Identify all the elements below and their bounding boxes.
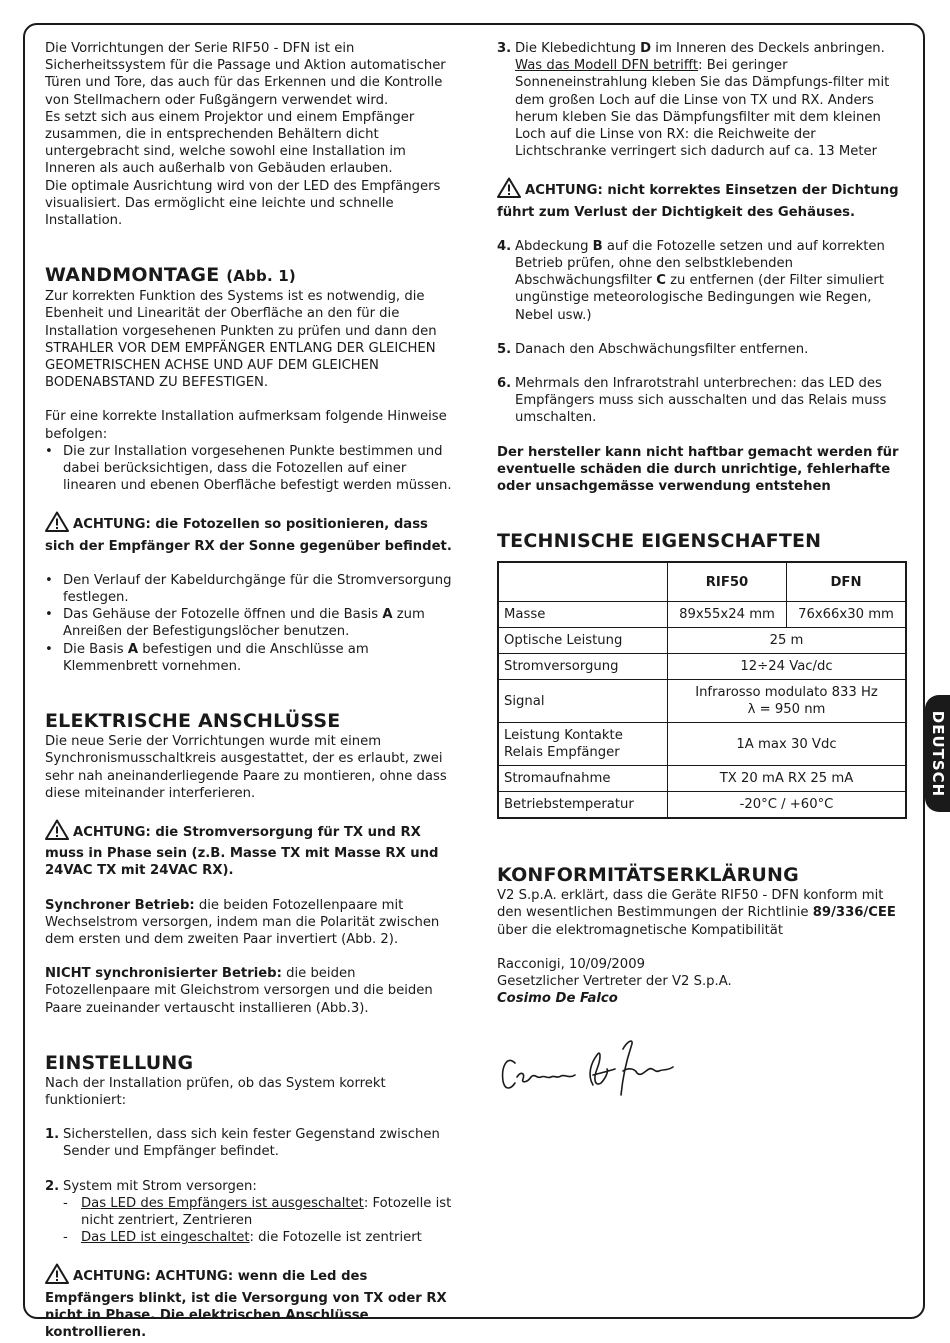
table-row <box>498 723 906 766</box>
wandmontage-paragraph-1: Zur korrekten Funktion des Systems ist es notwendig, die Ebenheit und Linearität der Oberfläche an den für die Installation vorgesehenen Punkten zu prüfen und dann den STRAHLER VOR DEM EMPFÄNGER ENTLANG DER GLEICHEN GEOMETRISCHEN ACHSE UND AUF DEM GLEICHEN BODENABSTAND ZU BEFESTIGEN. <box>45 289 437 391</box>
warning-2: ACHTUNG: die Stromversorgung für TX und RX muss in Phase sein (z.B. Masse TX mit Masse RX und 24VAC TX mit 24VAC RX). <box>45 819 460 880</box>
intro-paragraph-3: Die optimale Ausrichtung wird von der LED des Empfängers visualisiert. Das ermöglicht eine leichte und schnelle Installation. <box>45 178 441 229</box>
intro-paragraph-2: Es setzt sich aus einem Projektor und einem Empfänger zusammen, die in entsprechenden Behältern dicht untergebracht sind, welche sowohl eine Installation im Inneren als auch außerhalb von Gebäuden erlauben. <box>45 109 415 177</box>
table-cell: 1A max 30 Vdc <box>668 723 907 766</box>
table-row <box>498 792 906 819</box>
table-cell: Infrarosso modulato 833 Hz λ = 950 nm <box>668 680 907 723</box>
signer-name: Cosimo De Falco <box>497 991 618 1007</box>
synchroner-betrieb-paragraph: Synchroner Betrieb: die beiden Fotozellenpaare mit Wechselstrom versorgen, indem man die Polarität zwischen dem ersten und dem zweiten Paar invertiert (Abb. 2). <box>45 897 440 947</box>
table-header-cell <box>498 562 668 602</box>
table-cell: -20°C / +60°C <box>668 792 907 819</box>
warning-triangle-icon <box>45 819 69 845</box>
elektrische-anschluesse-heading: ELEKTRISCHE ANSCHLÜSSE <box>45 710 341 733</box>
table-cell: 25 m <box>668 628 907 654</box>
place-date: Racconigi, 10/09/2009 <box>497 956 645 972</box>
step-2: 2. System mit Strom versorgen: <box>45 1178 257 1194</box>
representative-label: Gesetzlicher Vertreter der V2 S.p.A. <box>497 974 732 990</box>
table-cell: Leistung Kontakte Relais Empfänger <box>498 723 668 766</box>
table-row <box>498 654 906 680</box>
technische-eigenschaften-heading: TECHNISCHE EIGENSCHAFTEN <box>497 530 822 553</box>
einstellung-heading: EINSTELLUNG <box>45 1051 194 1074</box>
table-cell: Optische Leistung <box>498 628 668 654</box>
konformitaetserklaerung-heading: KONFORMITÄTSERKLÄRUNG <box>497 864 799 887</box>
warning-triangle-icon <box>45 1263 69 1289</box>
elektrische-paragraph-1: Die neue Serie der Vorrichtungen wurde mit einem Synchronismusschaltkreis ausgestattet, der es erlaubt, zwei sehr nah aneinanderliegende Paare zu montieren, ohne dass diese miteinander interferieren. <box>45 734 447 801</box>
table-header-cell: RIF50 <box>668 562 787 602</box>
language-tab: DEUTSCH <box>925 695 950 812</box>
table-cell: 89x55x24 mm <box>668 602 787 628</box>
table-cell: 76x66x30 mm <box>786 602 906 628</box>
warning-1: ACHTUNG: die Fotozellen so positionieren, dass sich der Empfänger RX der Sonne gegenüber befindet. <box>45 511 460 554</box>
step-5: 5. Danach den Abschwächungsfilter entfernen. <box>497 341 809 357</box>
step-6: 6. Mehrmals den Infrarotstrahl unterbrechen: das LED des Empfängers muss sich ausschalten und das Relais muss umschalten. <box>497 376 887 426</box>
table-header-cell: DFN <box>786 562 906 602</box>
specs-table <box>497 561 907 819</box>
step-4: 4. Abdeckung B auf die Fotozelle setzen und auf korrekten Betrieb prüfen, ohne den selbstklebenden Abschwächungsfilter C zu entfernen (der Filter simuliert ungünstige meteorologische Bedingungen wie Regen, Nebel usw.) <box>497 238 885 323</box>
einstellung-paragraph-1: Nach der Installation prüfen, ob das System korrekt funktioniert: <box>45 1075 386 1108</box>
intro-paragraph-1: Die Vorrichtungen der Serie RIF50 - DFN ist ein Sicherheitssystem für die Passage und Aktion automatischer Türen und Tore, das auch für das Erkennen und die Kontrolle von Stellmachern oder Fußgängern verwendet wird. <box>45 41 446 108</box>
table-cell: Stromaufnahme <box>498 766 668 792</box>
step-1: 1. Sicherstellen, dass sich kein fester Gegenstand zwischen Sender und Empfänger befindet. <box>45 1127 440 1160</box>
list-item: - Das LED ist eingeschaltet: die Fotozelle ist zentriert <box>63 1230 422 1246</box>
step-3: 3. Die Klebedichtung D im Inneren des Deckels anbringen. Was das Modell DFN betrifft: Bei geringer Sonneneinstrahlung kleben Sie das Dämpfungs-filter mit dem großen Loch auf die Linse von TX und RX. Anders herum kleben Sie das Dämpfungsfilter mit dem kleinen Loch auf die Linse von RX: die Reichweite der Lichtschranke verringert sich dadurch auf ca. 13 Meter <box>497 41 890 160</box>
wandmontage-heading: WANDMONTAGE (Abb. 1) <box>45 264 296 287</box>
list-item: • Die zur Installation vorgesehenen Punkte bestimmen und dabei berücksichtigen, dass die Fotozellen auf einer linearen und ebenen Oberfläche befestigt werden müssen. <box>45 443 452 494</box>
table-row <box>498 628 906 654</box>
list-item: • Die Basis A befestigen und die Anschlüsse am Klemmenbrett vornehmen. <box>45 641 369 674</box>
disclaimer: Der hersteller kann nicht haftbar gemacht werden für eventuelle schäden die durch unrichtige, fehlerhafte oder unsachgemässe verwendung entstehen <box>497 444 899 495</box>
wandmontage-paragraph-2: Für eine korrekte Installation aufmerksam folgende Hinweise befolgen: <box>45 409 447 442</box>
table-header-row <box>498 562 906 602</box>
list-item: • Das Gehäuse der Fotozelle öffnen und die Basis A zum Anreißen der Befestigungslöcher benutzen. <box>45 607 425 640</box>
konformitaet-paragraph: V2 S.p.A. erklärt, dass die Geräte RIF50 - DFN konform mit den wesentlichen Bestimmungen der Richtlinie 89/336/CEE über die elektromagnetische Kompatibilität <box>497 888 896 938</box>
right-column <box>497 40 907 1111</box>
table-cell: 12÷24 Vac/dc <box>668 654 907 680</box>
warning-3: ACHTUNG: ACHTUNG: wenn die Led des Empfängers blinkt, ist die Versorgung von TX oder RX nicht in Phase. Die elektrischen Anschlüsse kontrollieren. <box>45 1263 460 1341</box>
nicht-synchron-paragraph: NICHT synchronisierter Betrieb: die beiden Fotozellenpaare mit Gleichstrom versorgen und die beiden Paare zueinander vertauscht installieren (Abb.3). <box>45 966 433 1016</box>
table-row <box>498 766 906 792</box>
table-cell: Stromversorgung <box>498 654 668 680</box>
table-cell: TX 20 mA RX 25 mA <box>668 766 907 792</box>
signature-image <box>497 1025 907 1110</box>
warning-triangle-icon <box>45 511 69 537</box>
table-cell: Betriebstemperatur <box>498 792 668 819</box>
list-item: - Das LED des Empfängers ist ausgeschaltet: Fotozelle ist nicht zentriert, Zentrieren <box>63 1195 452 1228</box>
warning-triangle-icon <box>497 177 521 203</box>
list-item: • Den Verlauf der Kabeldurchgänge für die Stromversorgung festlegen. <box>45 572 452 606</box>
table-row <box>498 602 906 628</box>
left-column <box>45 40 460 1341</box>
table-cell: Signal <box>498 680 668 723</box>
table-cell: Masse <box>498 602 668 628</box>
warning-4: ACHTUNG: nicht korrektes Einsetzen der Dichtung führt zum Verlust der Dichtigkeit des Gehäuses. <box>497 177 907 220</box>
table-row <box>498 680 906 723</box>
